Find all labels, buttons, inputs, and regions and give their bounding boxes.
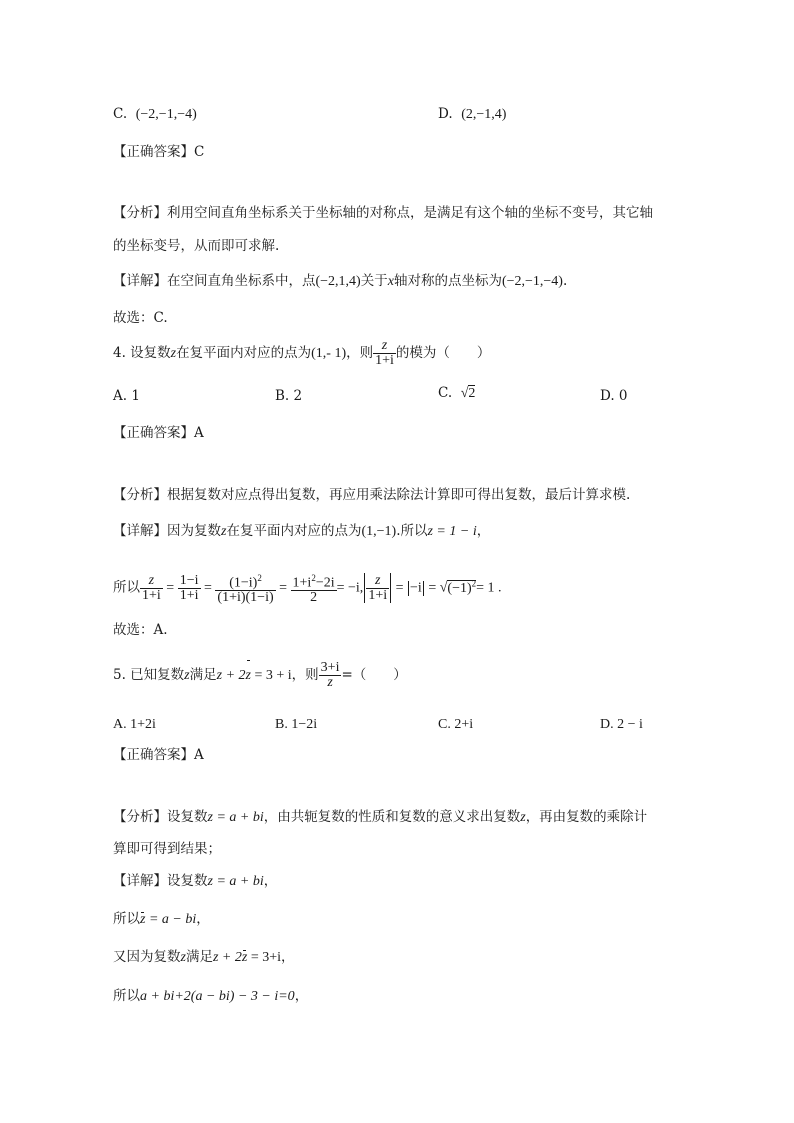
- q3-detail: 【详解】在空间直角坐标系中，点(−2,1,4)关于x轴对称的点坐标为(−2,−1,−4).: [113, 273, 568, 289]
- q3-analysis-line1: 【分析】利用空间直角坐标系关于坐标轴的对称点，是满足有这个轴的坐标不变号，其它轴: [113, 205, 653, 221]
- q5-detail-step4: 所以a + bi+2(a − bi) − 3 − i=0，: [113, 988, 309, 1004]
- q4-conclusion: 故选：A.: [113, 622, 168, 638]
- q4-fraction: $\frac{z}{1+i}$: [375, 338, 394, 368]
- q4-detail: 【详解】因为复数z在复平面内对应的点为(1,−1).所以z = 1 − i，: [113, 523, 491, 539]
- q3-conclusion: 故选：C.: [113, 310, 168, 326]
- q4-option-a: A. 1: [113, 388, 140, 404]
- q4-analysis: 【分析】根据复数对应点得出复数，再应用乘法除法计算即可得出复数，最后计算求模.: [113, 487, 631, 503]
- q5-option-d: D. 2 − i: [600, 717, 643, 732]
- q4-option-b: B. 2: [275, 388, 303, 404]
- q4-option-d: D. 0: [600, 388, 628, 404]
- q3-option-d: D. (2,−1,4): [438, 106, 507, 122]
- q4-computation: 所以 $\frac{z}{1+i}$ = $\frac{1-i}{1+i}$ = $\frac{(1-i)^2}{(1+i)(1-i)}$ = $\frac{1+i^2-2i}{2}$ = −i, $\frac{z}{1+i}$ = $-i = √(-1)^2= 1$ .: [113, 572, 502, 606]
- q5-detail-step2: 所以z = a − bi，: [113, 911, 210, 927]
- q4-stem: 4. 设复数z在复平面内对应的点为(1,- 1)，则 $\frac{z}{1+i}$ 的模为（ ）: [113, 338, 491, 368]
- q5-stem: 5. 已知复数z满足z + 2z = 3 + i，则 $\frac{3+i}{z}$ =（ ）: [113, 660, 407, 690]
- q5-analysis-line1: 【分析】设复数z = a + bi，由共轭复数的性质和复数的意义求出复数z，再由复数的乘除计: [113, 809, 648, 825]
- q3-analysis-line2: 的坐标变号，从而即可求解.: [113, 238, 280, 254]
- q5-detail-step1: 【详解】设复数z = a + bi，: [113, 873, 278, 889]
- q5-answer: 【正确答案】A: [113, 747, 204, 763]
- q5-option-a: A. 1+2i: [113, 717, 156, 732]
- q5-detail-step3: 又因为复数z满足z + 2z = 3+i，: [113, 949, 295, 965]
- q3-answer: 【正确答案】C: [113, 144, 205, 160]
- q4-option-c: C. √2: [438, 385, 476, 401]
- q5-option-c: C. 2+i: [438, 717, 474, 732]
- q4-answer: 【正确答案】A: [113, 425, 204, 441]
- q3-option-c: C. (−2,−1,−4): [113, 106, 197, 122]
- q5-analysis-line2: 算即可得到结果；: [113, 841, 221, 857]
- q5-option-b: B. 1−2i: [275, 717, 318, 732]
